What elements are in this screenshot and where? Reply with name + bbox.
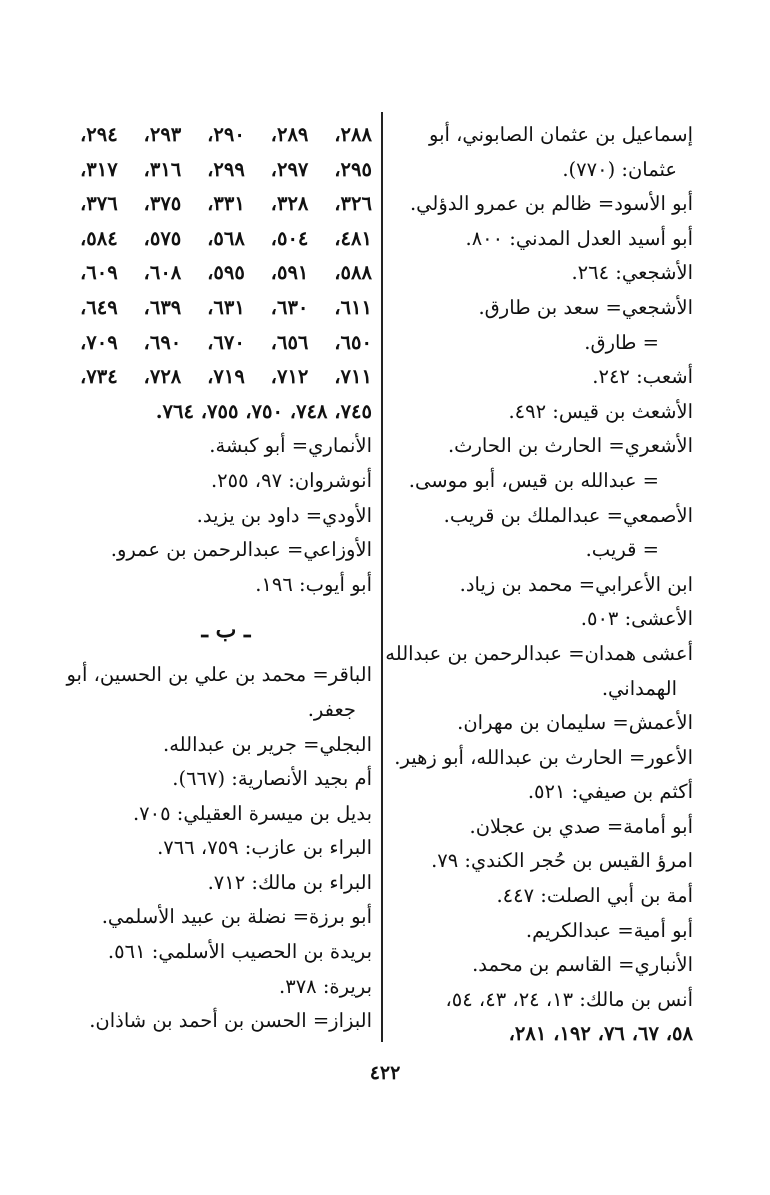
index-numbers-line: ٤٨١، ٥٠٤، ٥٦٨، ٥٧٥، ٥٨٤، (80, 226, 372, 250)
index-numbers-line: ٦١١، ٦٣٠، ٦٣١، ٦٣٩، ٦٤٩، (80, 295, 372, 319)
section-heading-ba: ـ ب ـ (201, 617, 251, 644)
index-entry: عثمان: (٧٧٠). (562, 157, 677, 181)
index-entry: الأنماري= أبو كبشة. (209, 434, 372, 458)
index-entry: الأشعث بن قيس: ٤٩٢. (508, 399, 693, 423)
index-entry: ابن الأعرابي= محمد بن زياد. (459, 572, 693, 596)
index-entry: = عبدالله بن قيس، أبو موسى. (408, 468, 659, 492)
index-numbers-line: ٧١١، ٧١٢، ٧١٩، ٧٢٨، ٧٣٤، (80, 365, 372, 389)
index-entry: إسماعيل بن عثمان الصابوني، أبو (429, 123, 693, 146)
index-entry: بريرة: ٣٧٨. (279, 974, 372, 998)
left-column (66, 118, 372, 1039)
index-entry: أكثم بن صيفي: ٥٢١. (527, 780, 693, 804)
index-entry: = طارق. (584, 330, 659, 354)
index-entry: امرؤ القيس بن حُجر الكندي: ٧٩. (431, 849, 693, 873)
index-entry: الأودي= داود بن يزيد. (196, 503, 372, 527)
index-entry: الأعشى: ٥٠٣. (580, 607, 693, 631)
index-entry: الأنباري= القاسم بن محمد. (472, 953, 693, 977)
index-entry: أبو الأسود= ظالم بن عمرو الدؤلي. (409, 192, 693, 216)
index-entry: أعشى همدان= عبدالرحمن بن عبدالله (385, 641, 693, 665)
index-entry: ٥٨، ٦٧، ٧٦، ١٩٢، ٢٨١، (508, 1022, 693, 1046)
page-number: ٤٢٢ (369, 1062, 401, 1084)
index-entry: الأعمش= سليمان بن مهران. (457, 711, 693, 735)
index-entry: الأشجعي= سعد بن طارق. (478, 295, 693, 319)
index-entry: الباقر= محمد بن علي بن الحسين، أبو (66, 663, 372, 687)
index-entry: أبو أيوب: ١٩٦. (255, 572, 372, 596)
index-entry: أمة بن أبي الصلت: ٤٤٧. (496, 884, 693, 908)
index-entry: بريدة بن الحصيب الأسلمي: ٥٦١. (107, 940, 372, 964)
index-entry: الأعور= الحارث بن عبدالله، أبو زهير. (394, 745, 693, 769)
index-entry: أم بجيد الأنصارية: (٦٦٧). (172, 767, 372, 791)
index-entry: الأشجعي: ٢٦٤. (571, 261, 693, 285)
index-entry: البراء بن مالك: ٧١٢. (207, 870, 372, 894)
index-numbers-line: ٢٨٨، ٢٨٩، ٢٩٠، ٢٩٣، ٢٩٤، (80, 123, 372, 146)
index-entry: أبو برزة= نضلة بن عبيد الأسلمي. (101, 905, 372, 929)
right-column (385, 118, 693, 1052)
index-entry: أبو أمية= عبدالكريم. (525, 918, 693, 942)
index-entry: جعفر. (307, 697, 356, 721)
index-entry: بديل بن ميسرة العقيلي: ٧٠٥. (132, 801, 372, 825)
index-entry: الأشعري= الحارث بن الحارث. (447, 434, 693, 458)
index-entry: الأصمعي= عبدالملك بن قريب. (443, 503, 693, 527)
index-numbers-line: ٢٩٥، ٢٩٧، ٢٩٩، ٣١٦، ٣١٧، (80, 157, 372, 181)
index-entry: أنس بن مالك: ١٣، ٢٤، ٤٣، ٥٤، (445, 987, 693, 1011)
index-numbers-line: ٧٤٥، ٧٤٨، ٧٥٠، ٧٥٥، ٧٦٤. (155, 399, 372, 423)
index-entry: أشعب: ٢٤٢. (592, 365, 693, 389)
index-entry: الأوزاعي= عبدالرحمن بن عمرو. (110, 538, 372, 562)
index-entry: الهمداني. (601, 676, 677, 700)
column-divider (381, 112, 383, 1042)
index-numbers-line: ٦٥٠، ٦٥٦، ٦٧٠، ٦٩٠، ٧٠٩، (80, 330, 372, 354)
index-entry: أبو أمامة= صدي بن عجلان. (469, 814, 693, 838)
index-entry: البزاز= الحسن بن أحمد بن شاذان. (89, 1009, 372, 1033)
index-entry: البراء بن عازب: ٧٥٩، ٧٦٦. (157, 836, 372, 860)
index-entry: = قريب. (585, 538, 659, 562)
index-numbers-line: ٥٨٨، ٥٩١، ٥٩٥، ٦٠٨، ٦٠٩، (80, 261, 372, 285)
index-entry: البجلي= جرير بن عبدالله. (163, 732, 372, 756)
index-entry: أبو أسيد العدل المدني: ٨٠٠. (465, 226, 693, 250)
index-entry: أنوشروان: ٩٧، ٢٥٥. (210, 468, 372, 492)
index-numbers-line: ٣٢٦، ٣٢٨، ٣٣١، ٣٧٥، ٣٧٦، (80, 192, 372, 216)
